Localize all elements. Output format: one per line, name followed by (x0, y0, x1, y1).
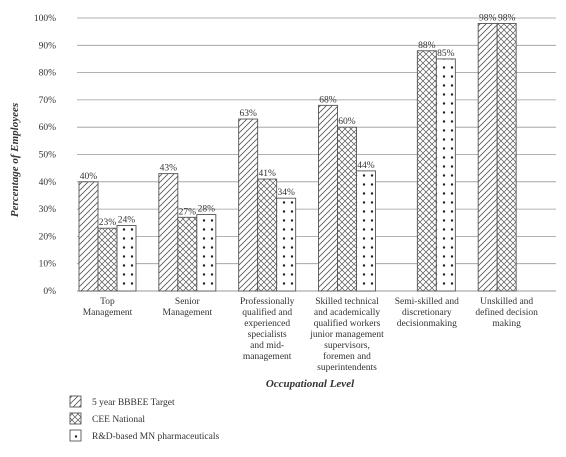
bar (478, 23, 497, 291)
category-label: supervisors, (324, 341, 370, 351)
bar (98, 228, 117, 291)
category-label: qualified and (242, 308, 293, 318)
x-axis-title: Occupational Level (265, 378, 355, 390)
category-label: discretionary (402, 308, 452, 318)
category-label: management (242, 352, 292, 362)
y-tick-label: 80% (38, 68, 56, 79)
bar (79, 182, 98, 291)
data-label: 85% (437, 48, 455, 59)
bar (319, 105, 338, 291)
category-label: decisionmaking (396, 319, 457, 329)
category-label: Unskilled and (480, 297, 534, 307)
category-label: Semi-skilled and (394, 297, 459, 307)
category-label: defined decision (475, 308, 538, 318)
category-label: Skilled technical (315, 297, 379, 307)
legend-swatch (70, 413, 81, 424)
category-label: Senior (174, 297, 200, 307)
legend-label: 5 year BBBEE Target (92, 398, 175, 408)
category-label: and mid- (250, 341, 285, 351)
bar (338, 127, 357, 291)
bar (239, 119, 258, 291)
data-label: 68% (319, 95, 337, 106)
bar (277, 198, 296, 291)
data-label: 41% (258, 169, 276, 180)
category-labels-layer (83, 296, 538, 373)
bar (197, 215, 216, 291)
data-label: 63% (239, 109, 257, 120)
y-tick-label: 70% (38, 95, 56, 106)
data-label: 40% (79, 171, 98, 182)
category-label: making (492, 319, 521, 329)
category-label: Professionally (239, 297, 295, 307)
y-tick-label: 90% (38, 41, 56, 52)
data-label: 27% (178, 207, 197, 218)
y-axis-title: Percentage of Employees (9, 102, 21, 218)
category-label: Management (82, 308, 133, 318)
y-tick-label: 20% (38, 232, 56, 243)
legend-swatch (70, 396, 81, 407)
category-label: junior management (310, 330, 384, 340)
legend-label: R&D-based MN pharmaceuticals (92, 432, 220, 442)
bars-layer (79, 23, 516, 291)
bar (357, 171, 376, 291)
y-tick-labels (34, 14, 56, 297)
bar (178, 217, 197, 291)
category-label: and academically (313, 308, 381, 318)
y-tick-label: 60% (38, 123, 56, 134)
legend-label: CEE National (92, 415, 146, 425)
data-label: 98% (497, 13, 516, 24)
category-label: foremen and (323, 352, 371, 362)
data-label: 28% (197, 204, 216, 215)
category-label: superintendents (317, 363, 377, 373)
data-label: 23% (98, 218, 117, 229)
y-tick-label: 10% (38, 259, 56, 270)
bar (159, 174, 178, 291)
bar (117, 225, 136, 291)
bar (497, 23, 516, 291)
data-label: 88% (418, 40, 436, 51)
y-tick-label: 0% (43, 287, 56, 297)
legend-swatch (70, 430, 81, 441)
category-label: Management (162, 308, 213, 318)
data-label: 24% (117, 215, 136, 226)
y-tick-label: 30% (38, 205, 56, 216)
data-label: 44% (357, 160, 375, 171)
bar (417, 51, 436, 291)
data-label: 34% (277, 188, 295, 199)
category-label: Top (100, 297, 115, 307)
y-tick-label: 50% (38, 150, 56, 161)
bar (258, 179, 277, 291)
category-label: qualified workers (313, 319, 381, 329)
category-label: specialists (247, 330, 287, 340)
bar (436, 59, 455, 291)
y-tick-label: 100% (33, 14, 56, 24)
data-label: 43% (159, 163, 178, 174)
legend (70, 396, 219, 442)
category-label: experienced (244, 319, 291, 329)
data-label: 98% (478, 13, 497, 24)
y-tick-label: 40% (38, 177, 56, 188)
data-label: 60% (338, 117, 356, 128)
